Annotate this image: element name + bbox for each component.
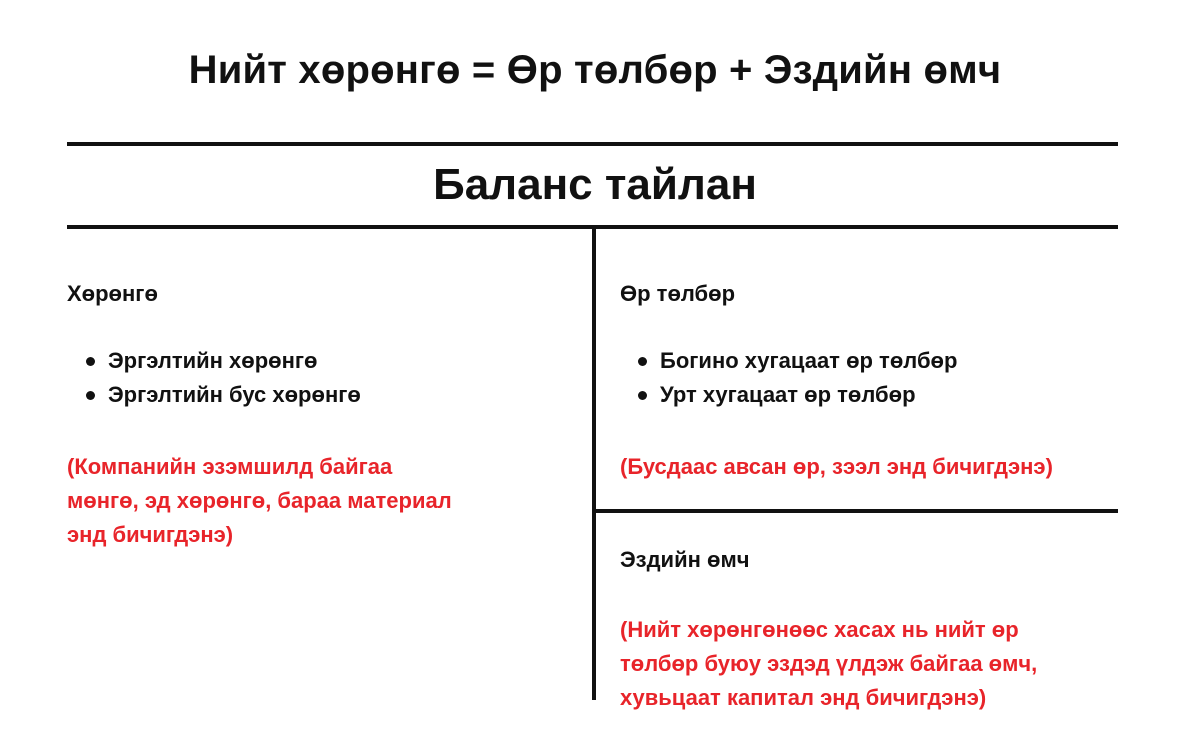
bullet-icon [86,357,95,366]
list-item-label: Богино хугацаат өр төлбөр [660,348,958,373]
assets-list [80,344,361,412]
list-item [80,344,361,378]
list-item [80,378,361,412]
list-item [632,378,957,412]
liabilities-list [632,344,957,412]
liabilities-equity-divider [594,509,1118,513]
list-item [632,344,957,378]
list-item-label: Эргэлтийн бус хөрөнгө [108,382,361,407]
equity-note [620,613,1120,715]
assets-note-line: энд бичигдэнэ) [67,522,234,547]
assets-note-line: мөнгө, эд хөрөнгө, бараа материал [67,488,452,513]
liabilities-heading: Өр төлбөр [620,281,736,306]
assets-note-line: (Компанийн эзэмшилд байгаа [67,454,393,479]
list-item-label: Урт хугацаат өр төлбөр [660,382,916,407]
equity-note-line: төлбөр буюу эздэд үлдэж байгаа өмч, [620,651,1038,676]
bullet-icon [638,357,647,366]
title-top-rule [67,142,1118,146]
bullet-icon [638,391,647,400]
assets-heading: Хөрөнгө [67,281,158,306]
list-item-label: Эргэлтийн хөрөнгө [108,348,318,373]
assets-note [67,450,547,552]
liabilities-note: (Бусдаас авсан өр, зээл энд бичигдэнэ) [620,454,1053,479]
equity-note-line: хувьцаат капитал энд бичигдэнэ) [620,685,987,710]
report-title: Баланс тайлан [433,160,757,209]
accounting-equation: Нийт хөрөнгө = Өр төлбөр + Эздийн өмч [188,48,1002,92]
equity-heading: Эздийн өмч [620,547,750,572]
column-divider [592,229,596,700]
equity-note-line: (Нийт хөрөнгөнөөс хасах нь нийт өр [620,617,1019,642]
bullet-icon [86,391,95,400]
